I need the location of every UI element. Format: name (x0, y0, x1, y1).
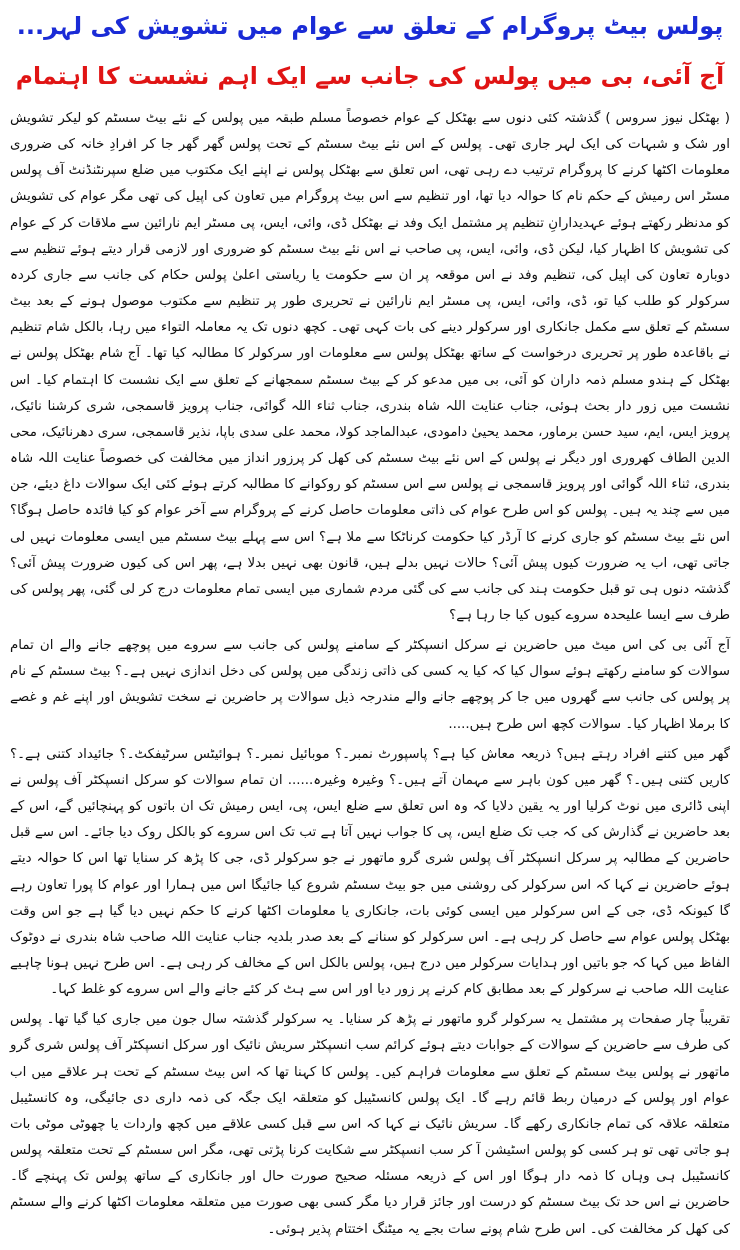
sub-headline: آج آئی، بی میں پولس کی جانب سے ایک اہم نشست کا اہتمام (15, 62, 725, 90)
article-paragraph: آج آئی بی کی اس میٹ میں حاضرین نے سرکل انسپکٹر کے سامنے پولس کی جانب سے سروے میں پوچھے جانے والے ان تمام سوالات کو سامنے رکھتے ہوئے سوال کیا کہ کیا یہ کسی کی ذاتی زندگی میں پولس کی دخل اندازی نہیں ہے۔؟ بیٹ سسٹم کے نام پر پولس کی جانب سے گھروں میں جا کر پوچھے جانے والے مندرجہ ذیل سوالات پر حاضرین نے سخت تشویش اور اپنے غم و غصے کا برملا اظہار کیا۔ سوالات کچھ اس طرح ہیں..... (10, 638, 730, 732)
article-paragraph: تقریباً چار صفحات پر مشتمل یہ سرکولر گرو ماتھور نے پڑھ کر سنایا۔ یہ سرکولر گذشتہ سال جون میں جاری کیا گیا تھا۔ پولس کی طرف سے حاضرین کے سوالات کے جوابات دیتے ہوئے کرائم سب انسپکٹر سریش نائیک اور سرکل انسپکٹر آف پولس شری گرو ماتھور نے پولس بیٹ سسٹم کے تعلق سے معلومات فراہم کیں۔ پولس کا کہنا تھا کہ اس بیٹ سسٹم کے تحت ہر علاقے میں اب عوام اور پولس کے درمیان ربط قائم رہے گا۔ ایک پولس کانسٹیبل کو متعلقہ ایک جگہ کی ذمہ داری دی جائیگی، وہ کانسٹیبل متعلقہ علاقہ کی تمام جانکاری رکھے گا۔ سریش نائیک نے کہا کہ اس سے قبل کسی علاقے میں کچھ واردات یا چھوٹی موٹی بات ہو جاتی تھی تو ہر کسی کو پولس اسٹیشن آ کر سب انسپکٹر سے شکایت کرنا پڑتی تھی، مگر اس سسٹم کے تحت متعلقہ پولس کانسٹیبل ہی وہاں کا ذمہ دار ہوگا اور اس کے ذریعہ مسئلہ صحیح صورت حال اور جانکاری کے ساتھ پولس تک پہنچے گا۔ حاضرین نے اس حد تک بیٹ سسٹم کو درست اور جائز قرار دیا مگر کسی بھی صورت میں متعلقہ معلومات اکٹھا کرنے والے سسٹم کی کھل کر مخالفت کی۔ اس طرح شام پونے سات بجے یہ میٹنگ اختتام پذیر ہوئی۔ (10, 1012, 730, 1237)
article-body (10, 106, 730, 1243)
article-paragraph: ( بھٹکل نیوز سروس ) گذشتہ کئی دنوں سے بھٹکل کے عوام خصوصاً مسلم طبقہ میں پولس کے نئے بیٹ سسٹم کو لیکر تشویش اور شک و شبہات کی ایک لہر جاری تھی۔ پولس کے اس نئے بیٹ سسٹم کے تحت پولس گھر گھر جا کر افرادِ خانہ کی ضروری معلومات اکٹھا کرنے کا پروگرام ترتیب دے رہی تھی، اس تعلق سے بھٹکل پولس نے اپنے ایک مکتوب میں ضلع سپرنٹنڈنٹ آف پولس مسٹر اس رمیش کے حکم نام کا حوالہ دیا تھا، اور تنظیم سے اس بیٹ پروگرام میں تعاون کی اپیل کی تھی مگر عوام کی تشویش کو مدنظر رکھتے ہوئے عہدیدارانِ تنظیم پر مشتمل ایک وفد نے بھٹکل ڈی، وائی، ایس، پی مسٹر ایم نارائین سے ملاقات کر کے عوام کی تشویش کا اظہار کیا، لیکن ڈی، وائی، ایس، پی صاحب نے اس نئے بیٹ سسٹم کو ضروری اور لازمی قرار دیتے ہوئے تنظیم سے دوبارہ تعاون کی اپیل کی، تنظیم وفد نے اس موقعہ پر ان سے حکومت یا ریاستی اعلیٰ پولس حکام کی جانب سے جاری کردہ سرکولر کو طلب کیا تو، ڈی، وائی، ایس، پی مسٹر ایم نارائین نے تحریری طور پر تنظیم سے مکتوب موصول ہونے کے بعد بیٹ سسٹم کے تعلق سے مکمل جانکاری اور سرکولر دینے کی بات کہی تھی۔ کچھ دنوں تک یہ معاملہ التواء میں رہا، بالکل شام تنظیم نے باقاعدہ طور پر تحریری درخواست کے ساتھ بھٹکل پولس سے معلومات اور سرکولر کا مطالبہ کیا تھا۔ آج شام بھٹکل پولس نے بھٹکل کے ہندو مسلم ذمہ داران کو آئی، بی میں مدعو کر کے بیٹ سسٹم سمجھانے کے تعلق سے ایک نشست کا اہتمام کیا۔ اس نشست میں زور دار بحث ہوئی، جناب عنایت اللہ شاہ بندری، جناب ثناء اللہ گوائی، جناب پرویز قاسمجی، شری کرشنا نائیک، پرویز ایس، ایم، سید حسن برماور، محمد یحییٰ دامودی، عبدالماجد کولا، محمد علی سدی باپا، نذیر قاسمجی، سری دھرنائیک، محی الدین الطاف کھروری اور دیگر نے پولس کے اس نئے بیٹ سسٹم کی کھل کر پرزور انداز میں مخالفت کی خصوصاً عنایت اللہ شاہ بندری، ثناء اللہ گوائی اور پرویز قاسمجی نے پولس سے اس سسٹم کو روکوانے کا مطالبہ کرتے ہوئے کئی ایک سوالات داغ دیئے، جن میں سے چند یہ ہیں۔ پولس کو اس طرح عوام کی ذاتی معلومات حاصل کرنے کے پروگرام سے آخر عوام کو کیا فائدہ حاصل ہوگا؟ اس نئے بیٹ سسٹم کو جاری کرنے کا آرڈر کیا حکومت کرناٹکا سے ملا ہے؟ اس سے پہلے بیٹ سسٹم میں ایسی معلومات نہیں لی جاتی تھی، اب یہ ضرورت کیوں پیش آئی؟ حالات نہیں بدلے ہیں، قانون بھی نہیں بدلا ہے، پھر اس کی کیوں ضرورت پیش آئی؟ گذشتہ دنوں ہی تو قبل حکومت ہند کی جانب سے کی گئی مردم شماری میں ایسی تمام معلومات درج کر لی گئی، پھر پولس کی طرف سے ایسا علیحدہ سروے کیوں کیا جا رہا ہے؟ (10, 111, 730, 623)
article-paragraph: گھر میں کتنے افراد رہتے ہیں؟ ذریعہ معاش کیا ہے؟ پاسپورٹ نمبر۔؟ موبائیل نمبر۔؟ ہوائیٹس سرٹیفکٹ۔؟ جائیداد کتنی ہے۔؟ کاریں کتنی ہیں۔؟ گھر میں کون باہر سے مہمان آتے ہیں۔؟ وغیرہ وغیرہ...... ان تمام سوالات کو سرکل انسپکٹر آف پولس نے اپنی ڈائری میں نوٹ کرلیا اور یہ یقین دلایا کہ وہ اس تعلق سے ضلع ایس، پی، ایس رمیش تک ان باتوں کو پہنچائیں گے، اس کے بعد حاضرین نے گذارش کی کہ جب تک ضلع ایس، پی کا جواب نہیں آتا ہے تب تک اس سروے کو بالکل روک دیا جائے۔ اس سے قبل حاضرین کے مطالبہ پر سرکل انسپکٹر آف پولس شری گرو ماتھور نے جو سرکولر ڈی، جی کا پڑھ کر سنایا تھا اس کا حوالہ دیتے ہوئے حاضرین نے کہا کہ اس سرکولر کی روشنی میں جو بیٹ سسٹم شروع کیا جائیگا اس میں ہمارا اور عوام کا پورا تعاون رہے گا کیونکہ ڈی، جی کے اس سرکولر میں ایسی کوئی بات، جانکاری یا معلومات اکٹھا کرنے کا حکم نہیں دیا گیا ہے جو اس وقت بھٹکل پولس عوام سے حاصل کر رہی ہے۔ اس سرکولر کو سنانے کے بعد صدر بلدیہ جناب عنایت اللہ صاحب شاہ بندری نے دوٹوک الفاظ میں کہا کہ جو باتیں اور ہدایات سرکولر میں درج ہیں، پولس بالکل اس کے مخالف کر رہی ہے۔ اس طرح نہیں ہونا چاہیے عنایت اللہ صاحب نے سرکولر کے بعد مطابق کام کرنے پر زور دیا اور اس سے ہٹ کر کئے جانے والے اس سروے کو غلط کہا۔ (10, 746, 730, 998)
main-headline: پولس بیٹ پروگرام کے تعلق سے عوام میں تشویش کی لہر... (16, 12, 724, 40)
